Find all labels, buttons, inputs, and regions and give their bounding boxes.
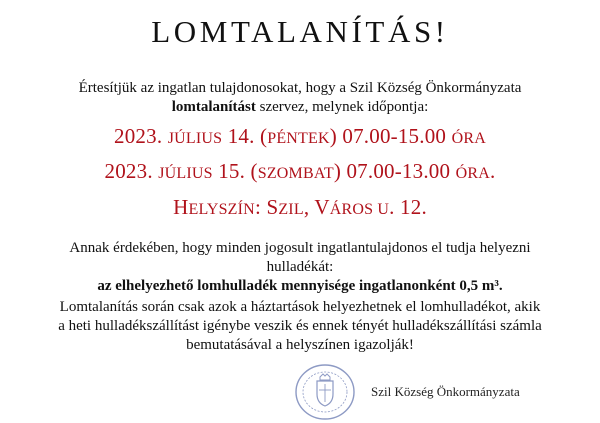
date-1-time: ) 07.00-15.00: [329, 124, 452, 148]
location-p3: . 12.: [389, 195, 427, 219]
location-p1: : S: [254, 195, 279, 219]
location-line: [0, 194, 600, 223]
notice-paragraph: [20, 239, 580, 296]
location-h: H: [173, 195, 189, 219]
date-2-unit: ÓRA: [455, 165, 491, 182]
date-2-end: .: [490, 159, 496, 183]
date-1-unit: ÓRA: [451, 130, 486, 147]
date-2-time: ) 07.00-13.00: [333, 159, 456, 183]
date-line-1: [0, 123, 600, 152]
intro-line-2-rest: szervez, melynek időpontja:: [255, 99, 429, 115]
date-1-weekday: PÉNTEK: [267, 130, 330, 147]
date-1-month: JÚLIUS: [167, 130, 223, 147]
date-2-day: 15. (: [212, 159, 258, 183]
page-title: LOMTALANÍTÁS!: [151, 14, 449, 49]
notice-line-3: az elhelyezhető lomhulladék mennyisége ingatlanonként 0,5 m³.: [97, 278, 503, 294]
location-s3: ÁROS U: [329, 201, 390, 218]
municipal-stamp-icon: [293, 362, 357, 422]
date-2-weekday: SZOMBAT: [257, 165, 334, 182]
rules-line-2: a heti hulladékszállítást igénybe veszik és ennek tényét hulladékszállítási számla: [58, 318, 542, 334]
rules-paragraph: [20, 298, 580, 355]
location-p2: , V: [303, 195, 330, 219]
location-s1: ELYSZÍN: [188, 201, 255, 218]
date-1-day: 14. (: [222, 124, 268, 148]
intro-line-2: [20, 98, 580, 117]
date-2-month: JÚLIUS: [158, 165, 213, 182]
date-line-2: [0, 158, 600, 187]
signature: Szil Község Önkormányzata: [371, 384, 520, 399]
intro-line-1: Értesítjük az ingatlan tulajdonosokat, hogy a Szil Község Önkormányzata: [78, 80, 522, 96]
intro-paragraph: [20, 79, 580, 117]
location-s2: ZIL: [278, 201, 304, 218]
date-2-year: 2023.: [104, 159, 159, 183]
notice-line-1: Annak érdekében, hogy minden jogosult ingatlantulajdonos el tudja helyezni: [69, 240, 531, 256]
intro-bold-word: lomtalanítást: [171, 99, 256, 115]
rules-line-1: Lomtalanítás során csak azok a háztartások helyezhetnek el lomhulladékot, akik: [59, 299, 541, 315]
notice-line-2: hulladékát:: [266, 259, 334, 275]
rules-line-3: bemutatásával a helyszínen igazolják!: [186, 337, 414, 353]
date-1-year: 2023.: [114, 124, 168, 148]
